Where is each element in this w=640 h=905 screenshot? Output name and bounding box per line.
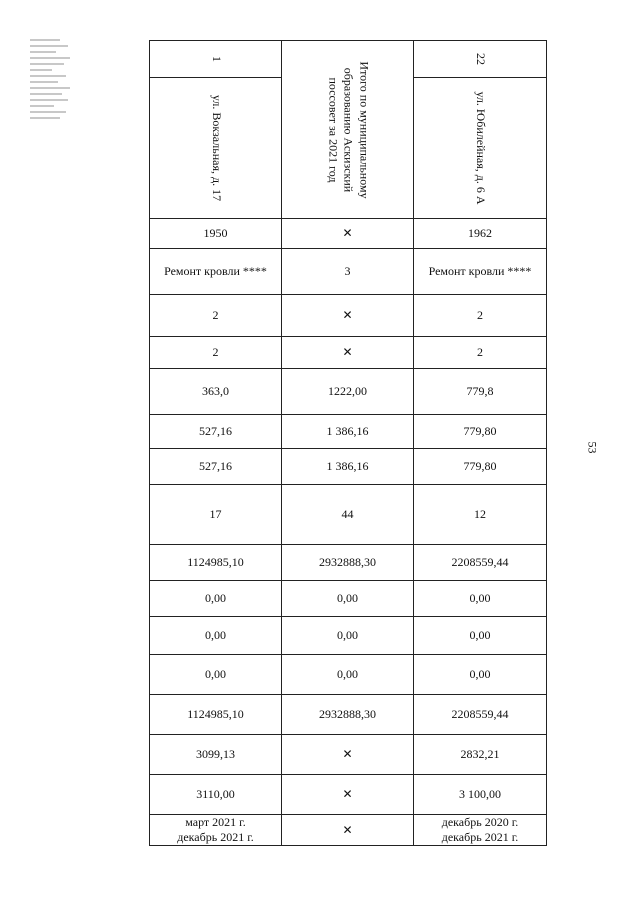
table-cell: 527,16: [150, 449, 282, 485]
table-cell: ✕: [282, 295, 414, 337]
table-cell: 0,00: [414, 655, 547, 695]
table-row: [150, 581, 547, 617]
table-row: [150, 695, 547, 735]
table-cell: 363,0: [150, 369, 282, 415]
table-cell: 0,00: [282, 655, 414, 695]
table-cell: 2208559,44: [414, 545, 547, 581]
table-cell: 2932888,30: [282, 545, 414, 581]
table-cell: 527,16: [150, 415, 282, 449]
table-cell: 2: [414, 295, 547, 337]
table-cell: ✕: [282, 337, 414, 369]
table-cell: март 2021 г. декабрь 2021 г.: [150, 815, 282, 846]
table-cell: 0,00: [282, 617, 414, 655]
table-cell: 779,80: [414, 415, 547, 449]
table-row: [150, 617, 547, 655]
table-row: [150, 449, 547, 485]
table-cell: 12: [414, 485, 547, 545]
table-row: [150, 545, 547, 581]
table-cell: 2: [150, 337, 282, 369]
header-col-number: [150, 41, 282, 78]
table-cell: 2: [414, 337, 547, 369]
table-row: [150, 485, 547, 545]
table-row: [150, 249, 547, 295]
table-cell: 44: [282, 485, 414, 545]
table-row: [150, 775, 547, 815]
table-cell: 0,00: [282, 581, 414, 617]
table-cell: 1124985,10: [150, 545, 282, 581]
table-cell: 1 386,16: [282, 449, 414, 485]
table-cell: ✕: [282, 815, 414, 846]
table-cell: ✕: [282, 219, 414, 249]
header-col-title: [414, 78, 547, 219]
page-number: 53: [585, 441, 600, 454]
table-row: [150, 655, 547, 695]
table-row: [150, 369, 547, 415]
table-cell: 1124985,10: [150, 695, 282, 735]
table-row: [150, 337, 547, 369]
faded-stamp: [30, 35, 72, 147]
header-number-row: [150, 41, 547, 78]
header-number-text: 1: [209, 56, 224, 62]
header-col-title: [150, 78, 282, 219]
table-cell: Ремонт кровли ****: [150, 249, 282, 295]
table-cell: 1950: [150, 219, 282, 249]
document-table: [149, 40, 547, 846]
table-row: [150, 219, 547, 249]
table-row: [150, 735, 547, 775]
table-cell: 1 386,16: [282, 415, 414, 449]
table-row: [150, 415, 547, 449]
header-title-text: ул. Вокзальная, д. 17: [209, 94, 224, 202]
table-cell: 1962: [414, 219, 547, 249]
table-cell: 3110,00: [150, 775, 282, 815]
table-cell: 0,00: [414, 617, 547, 655]
header-col-number: [414, 41, 547, 78]
table-cell: 779,8: [414, 369, 547, 415]
table-cell: 2: [150, 295, 282, 337]
table-row: [150, 295, 547, 337]
table-cell: 2832,21: [414, 735, 547, 775]
table-cell: 3: [282, 249, 414, 295]
table-cell: 0,00: [150, 617, 282, 655]
table-cell: 2932888,30: [282, 695, 414, 735]
table-cell: ✕: [282, 775, 414, 815]
table-cell: 0,00: [150, 655, 282, 695]
table-cell: ✕: [282, 735, 414, 775]
table-cell: 2208559,44: [414, 695, 547, 735]
header-total-title: [282, 41, 414, 219]
table-cell: 0,00: [414, 581, 547, 617]
header-number-text: 22: [473, 53, 488, 65]
header-title-text: Итого по муниципальному образованию Аскизский поссовет за 2021 год: [325, 60, 371, 199]
table-cell: 3 100,00: [414, 775, 547, 815]
table-cell: 3099,13: [150, 735, 282, 775]
table-cell: 0,00: [150, 581, 282, 617]
table-cell: декабрь 2020 г. декабрь 2021 г.: [414, 815, 547, 846]
table-cell: Ремонт кровли ****: [414, 249, 547, 295]
header-title-text: ул. Юбилейная, д. 6 А: [473, 91, 488, 205]
table-cell: 1222,00: [282, 369, 414, 415]
table-row: [150, 815, 547, 846]
table-cell: 17: [150, 485, 282, 545]
table-cell: 779,80: [414, 449, 547, 485]
